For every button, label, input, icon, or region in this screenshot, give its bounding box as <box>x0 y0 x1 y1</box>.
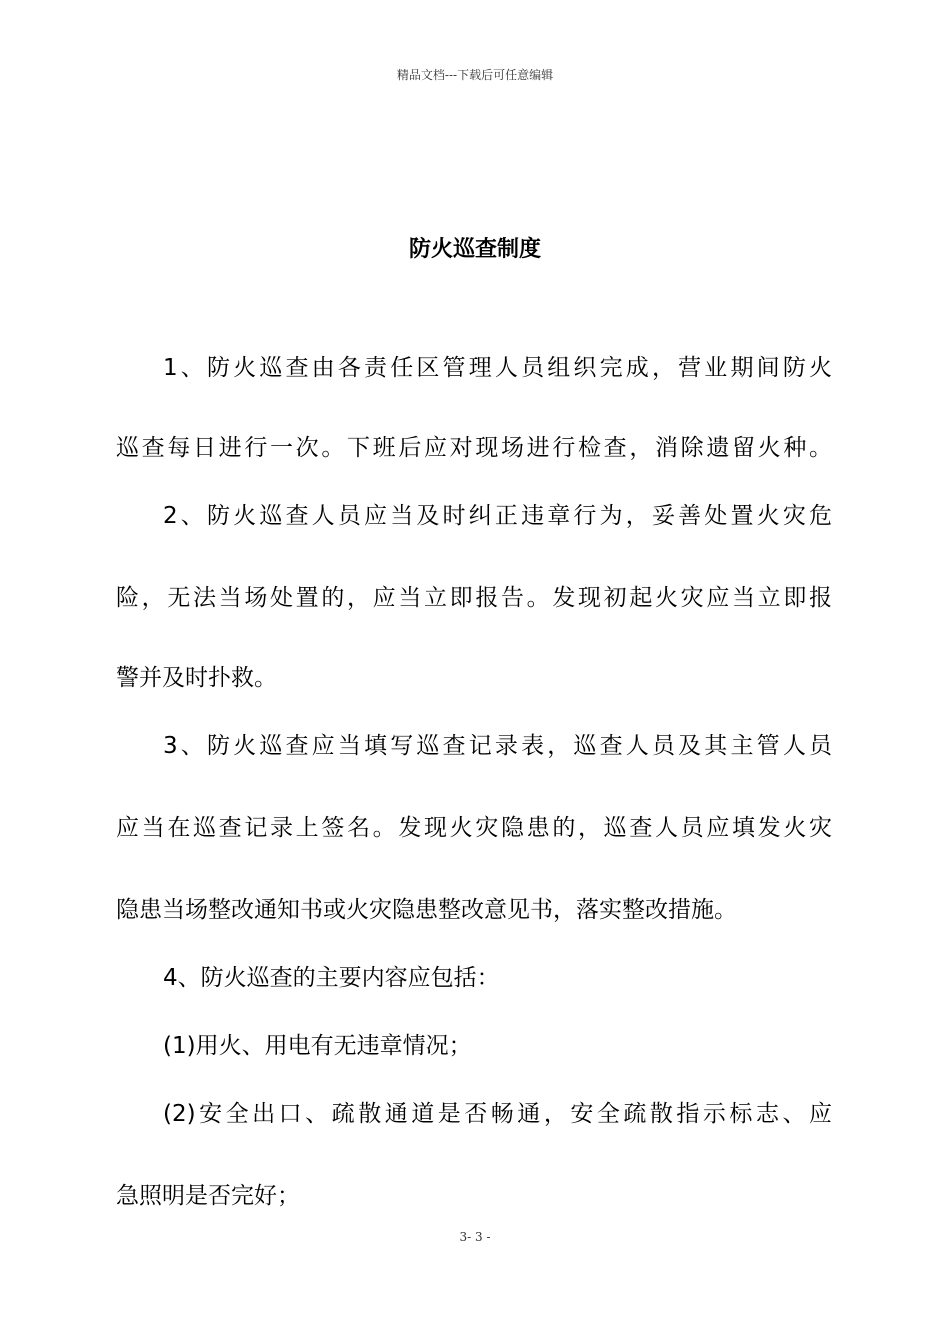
document-title: 防火巡查制度 <box>408 237 541 262</box>
paragraph-1-line-1: 1、防火巡查由各责任区管理人员组织完成，营业期间防火 <box>163 355 832 381</box>
list-item-1: (1)用火、用电有无违章情况； <box>163 1033 472 1059</box>
paragraph-2-line-2: 险，无法当场处置的，应当立即报告。发现初起火灾应当立即报 <box>116 585 832 611</box>
paragraph-3-line-3: 隐患当场整改通知书或火灾隐患整改意见书，落实整改措施。 <box>116 897 737 923</box>
page-number: 3- 3 - <box>459 1230 491 1244</box>
paragraph-1-line-2: 巡查每日进行一次。下班后应对现场进行检查，消除遗留火种。 <box>116 435 832 461</box>
paragraph-2-line-1: 2、防火巡查人员应当及时纠正违章行为，妥善处置火灾危 <box>163 503 832 529</box>
paragraph-3-line-2: 应当在巡查记录上签名。发现火灾隐患的，巡查人员应填发火灾 <box>116 815 832 841</box>
header-note: 精品文档---下载后可任意编辑 <box>396 68 554 82</box>
paragraph-3-line-1: 3、防火巡查应当填写巡查记录表，巡查人员及其主管人员 <box>163 733 832 759</box>
paragraph-2-line-3: 警并及时扑救。 <box>116 665 277 691</box>
list-item-2-line-2: 急照明是否完好； <box>116 1183 300 1209</box>
paragraph-4-line-1: 4、防火巡查的主要内容应包括： <box>163 965 500 991</box>
list-item-2-line-1: (2)安全出口、疏散通道是否畅通，安全疏散指示标志、应 <box>163 1101 832 1127</box>
